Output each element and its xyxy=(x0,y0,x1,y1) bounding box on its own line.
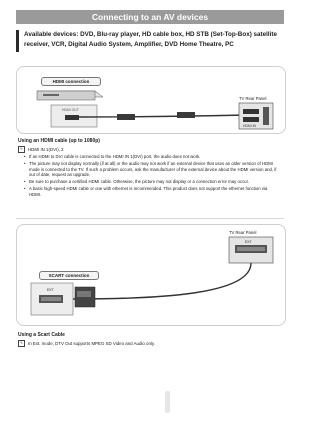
scart-cable xyxy=(73,263,251,299)
scart-device-ext-label: EXT xyxy=(47,288,54,292)
available-devices xyxy=(16,30,284,52)
scart-diagram-panel xyxy=(16,224,286,326)
hdmi-connection-label: HDMI connection xyxy=(41,77,101,86)
hdmi-in-label: HDMI IN xyxy=(243,124,256,128)
page-edge-tab xyxy=(165,391,170,413)
scart-tv-rear-panel-label: TV Rear Panel xyxy=(229,230,257,235)
list-item: • The picture may not display normally (if at all) or the audio may not work if an external device that uses an older version of HDMI mode is connected to the TV. If such a problem occurs, ask the manufacturer of the external device about the HDMI version and, if out of date, request an upgrade. xyxy=(24,161,280,178)
page-title: Connecting to an AV devices xyxy=(16,10,284,24)
hdmi-section-title: Using an HDMI cable (up to 1080p) xyxy=(18,138,100,144)
available-devices-text: Available devices: DVD, Blu-ray player, HD cable box, HD STB (Set-Top-Box) satellite receiver, VCR, Digital Audio System, Amplifier, DVD Home Theatre, PC xyxy=(24,31,277,48)
scart-section-title: Using a Scart Cable xyxy=(18,332,65,338)
note-icon: ✎ xyxy=(18,146,25,153)
hdmi-diagram-panel xyxy=(16,66,286,134)
scart-note-text: In Ext. mode, DTV Out supports MPEG SD Video and Audio only. xyxy=(28,341,155,346)
hdmi-cable xyxy=(79,115,247,117)
accent-bar xyxy=(16,30,19,52)
hdmi-notes-list xyxy=(24,154,280,199)
scart-connection-label: SCART connection xyxy=(39,271,99,280)
scart-tv-ext-label: EXT xyxy=(245,240,252,244)
hdmi-tv-rear-panel-label: TV Rear Panel xyxy=(239,96,267,101)
hdmi-out-label: HDMI OUT xyxy=(62,108,79,112)
note-icon: ✎ xyxy=(18,340,25,347)
scart-note xyxy=(18,340,155,347)
hdmi-note xyxy=(18,146,64,153)
list-item: • A basic high-speed HDMI cable or one with ethernet is recommended. This product does not support the ethernet function via HDMI. xyxy=(24,186,280,197)
hdmi-note-text: HDMI IN 1(DVI), 2 xyxy=(28,147,64,152)
section-divider xyxy=(16,218,284,219)
list-item: • If an HDMI to DVI cable is connected to the HDMI IN 1(DVI) port, the audio does not work. xyxy=(24,154,280,160)
list-item: • Be sure to purchase a certified HDMI cable. Otherwise, the picture may not display or a connection error may occur. xyxy=(24,179,280,185)
